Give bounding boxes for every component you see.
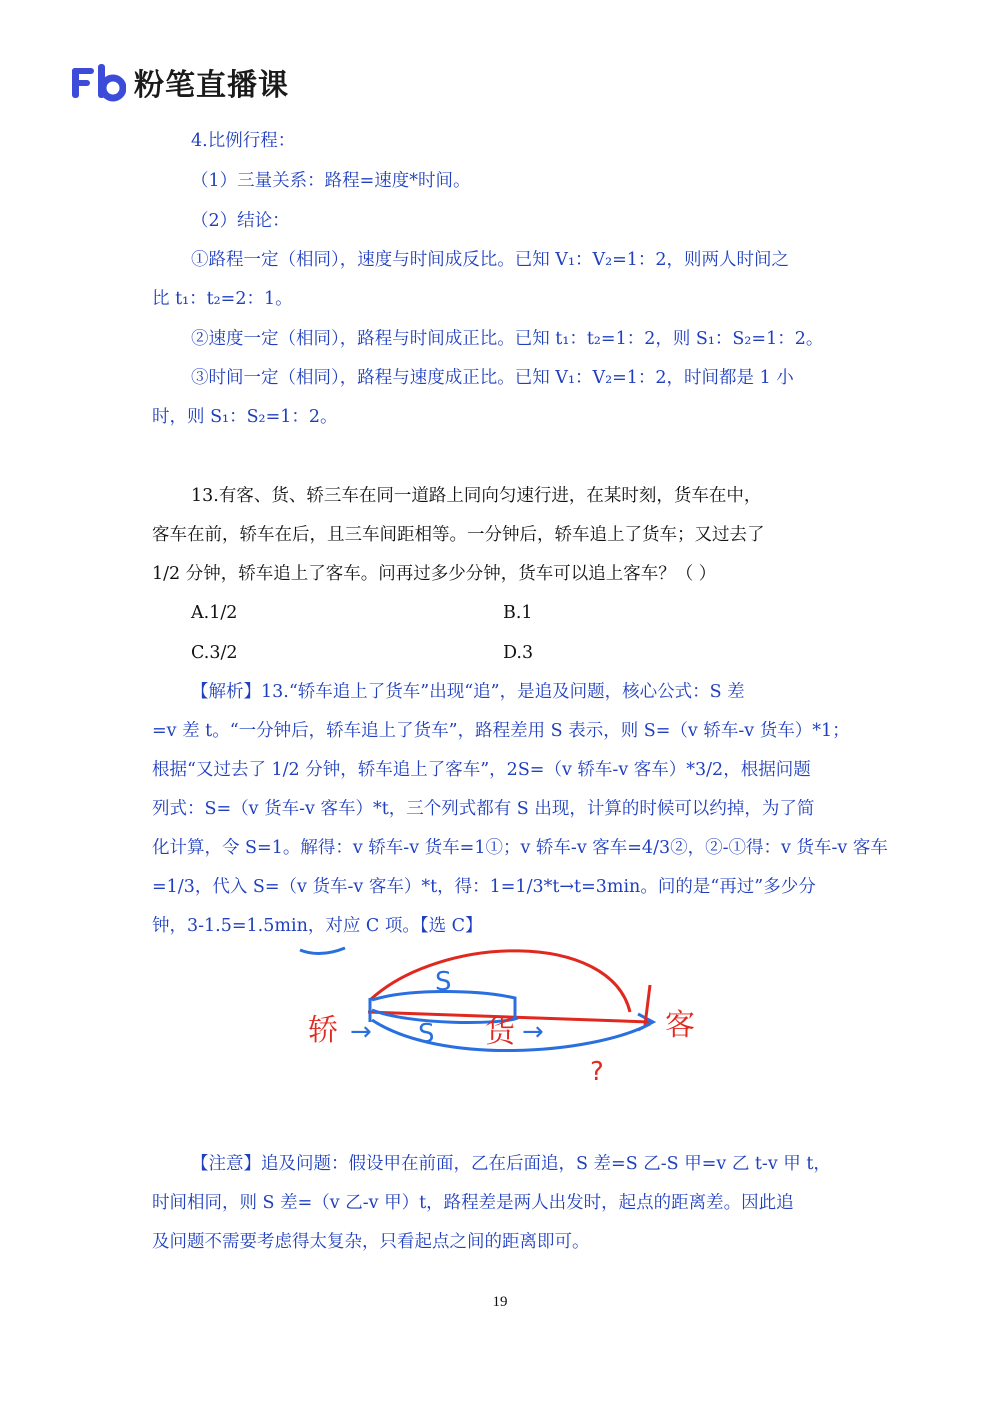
- analysis-line-5: 化计算，令 S=1。解得：v 轿车-v 货车=1①；v 轿车-v 客车=4/3②，②-①得：v 货车-v 客车: [152, 838, 888, 858]
- option-a: A.1/2: [191, 603, 238, 623]
- analysis-line-4: 列式：S=（v 货车-v 客车）*t，三个列式都有 S 出现，计算的时候可以约掉，为了简: [152, 799, 815, 819]
- analysis-line-3: 根据“又过去了 1/2 分钟，轿车追上了客车”，2S=（v 轿车-v 客车）*3/2，根据问题: [152, 760, 811, 780]
- handwritten-sketch: [290, 940, 720, 1090]
- conclusion-1-line-2: 比 t₁：t₂=2：1。: [152, 289, 293, 309]
- label-s-top: S: [435, 967, 452, 997]
- section-title: 4.比例行程：: [191, 131, 296, 151]
- label-s: S: [418, 1019, 435, 1049]
- label-truck: 货: [485, 1015, 515, 1050]
- red-arc: [370, 951, 630, 1012]
- analysis-line-6: =1/3，代入 S=（v 货车-v 客车）*t，得：1=1/3*t→t=3min。问的是“再过”多少分: [152, 877, 816, 897]
- page-number: 19: [492, 1294, 508, 1310]
- note-line-1: 【注意】追及问题：假设甲在前面，乙在后面追，S 差=S 乙-S 甲=v 乙 t-v 甲 t，: [191, 1154, 831, 1174]
- analysis-line-7: 钟，3-1.5=1.5min，对应 C 项。【选 C】: [152, 916, 483, 936]
- label-bus: 客: [665, 1008, 695, 1043]
- option-d: D.3: [503, 643, 534, 663]
- conclusion-2: ②速度一定（相同），路程与时间成正比。已知 t₁：t₂=1：2，则 S₁：S₂=1：2。: [191, 329, 824, 349]
- question-line-2: 客车在前，轿车在后，且三车间距相等。一分钟后，轿车追上了货车；又过去了: [152, 525, 765, 545]
- note-line-3: 及问题不需要考虑得太复杂，只看起点之间的距离即可。: [152, 1232, 590, 1252]
- section-item-2: （2）结论：: [191, 211, 290, 231]
- question-line-3: 1/2 分钟，轿车追上了客车。问再过多少分钟，货车可以追上客车？（ ）: [152, 564, 717, 584]
- conclusion-1-line-1: ①路程一定（相同），速度与时间成反比。已知 V₁：V₂=1：2，则两人时间之: [191, 250, 790, 270]
- arrow-label-2: →: [522, 1017, 544, 1047]
- option-b: B.1: [503, 603, 533, 623]
- label-question: ?: [590, 1057, 604, 1087]
- fb-logo-icon: [70, 62, 126, 102]
- option-c: C.3/2: [191, 643, 238, 663]
- arrow-label-1: →: [350, 1017, 372, 1047]
- analysis-line-2: =v 差 t。“一分钟后，轿车追上了货车”，路程差用 S 表示，则 S=（v 轿车-v 货车）*1；: [152, 721, 850, 741]
- brand-logo: [70, 62, 289, 102]
- brand-name: 粉笔直播课: [134, 68, 289, 103]
- analysis-line-1: 【解析】13.“轿车追上了货车”出现“追”，是追及问题，核心公式：S 差: [191, 682, 745, 702]
- blue-stroke-fragment: [300, 948, 345, 954]
- question-line-1: 13.有客、货、轿三车在同一道路上同向匀速行进，在某时刻，货车在中，: [191, 486, 762, 506]
- conclusion-3-line-1: ③时间一定（相同），路程与速度成正比。已知 V₁：V₂=1：2，时间都是 1 小: [191, 368, 794, 388]
- conclusion-3-line-2: 时，则 S₁：S₂=1：2。: [152, 407, 338, 427]
- note-line-2: 时间相同，则 S 差=（v 乙-v 甲）t，路程差是两人出发时，起点的距离差。因此追: [152, 1193, 794, 1213]
- label-sedan: 轿: [308, 1013, 338, 1048]
- section-item-1: （1）三量关系：路程=速度*时间。: [191, 171, 471, 191]
